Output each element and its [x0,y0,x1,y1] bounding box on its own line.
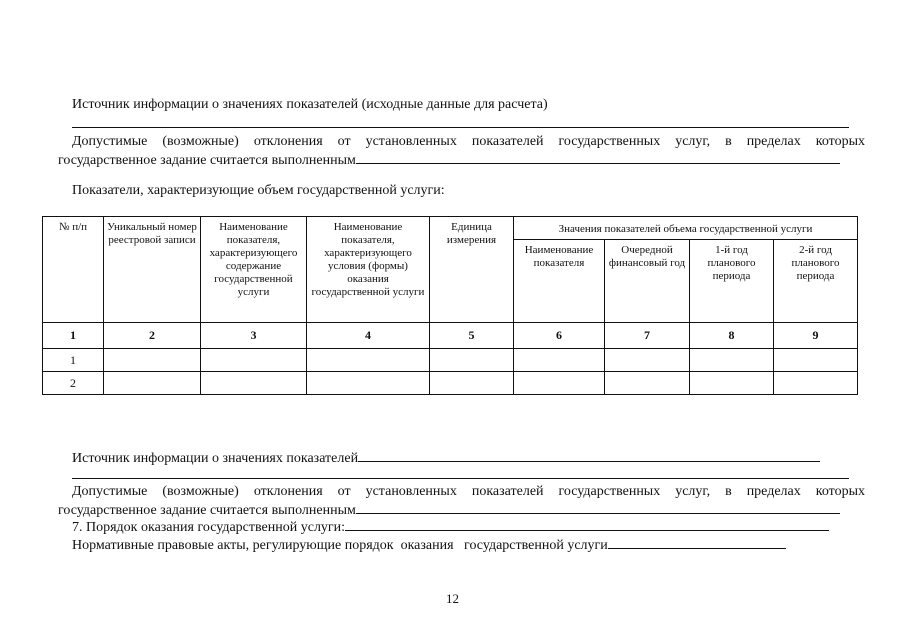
table-cell[interactable] [104,349,201,372]
column-number: 4 [307,323,430,349]
column-number: 5 [430,323,514,349]
table-cell[interactable] [307,349,430,372]
table-cell[interactable] [430,349,514,372]
header-content-indicator: Наименование показателя, характеризующего содержание государственной услуги [201,217,307,323]
table-row [43,349,858,372]
table-cell[interactable] [690,349,774,372]
table-cell[interactable] [690,372,774,395]
table-cell[interactable] [201,349,307,372]
blank-field[interactable] [358,448,820,462]
header-volume-values-group: Значения показателей объема государственной услуги [514,217,858,240]
legal-acts-label: Нормативные правовые акты, регулирующие порядок оказания государственной услуги [72,535,786,554]
column-number: 7 [605,323,690,349]
row-number: 1 [43,349,104,372]
procedure-heading: 7. Порядок оказания государственной услуги: [72,517,829,536]
page-number: 12 [446,591,459,606]
column-numbers-row [43,323,858,349]
underline-rule [72,127,849,128]
header-planning-year-1: 1-й год планового периода [690,240,774,323]
deviation-text-2-line2: государственное задание считается выполненным [58,500,840,519]
table-cell[interactable] [514,372,605,395]
header-number: № п/п [43,217,104,323]
header-conditions-indicator: Наименование показателя, характеризующего условия (формы) оказания государственной услуги [307,217,430,323]
deviation-text-line1: Допустимые (возможные) отклонения от установленных показателей государственных услуг, в пределах которых [72,134,865,149]
header-indicator-name: Наименование показателя [514,240,605,323]
blank-field[interactable] [356,500,840,514]
table-cell[interactable] [514,349,605,372]
row-number: 2 [43,372,104,395]
underline-rule [72,478,849,479]
table-row [43,372,858,395]
column-number: 6 [514,323,605,349]
table-cell[interactable] [605,372,690,395]
column-number: 2 [104,323,201,349]
table-cell[interactable] [201,372,307,395]
source-info-label: Источник информации о значениях показателей (исходные данные для расчета) [72,97,548,112]
blank-field[interactable] [608,535,786,549]
blank-field[interactable] [345,517,829,531]
table-cell[interactable] [104,372,201,395]
header-unit: Единица измерения [430,217,514,323]
source-info-label-2: Источник информации о значениях показателей [72,448,820,467]
volume-indicators-table [42,216,858,395]
table-cell[interactable] [307,372,430,395]
table-cell[interactable] [774,349,858,372]
header-registry-number: Уникальный номер реестровой записи [104,217,201,323]
table-cell[interactable] [430,372,514,395]
header-current-fiscal-year: Очередной финансовый год [605,240,690,323]
column-number: 9 [774,323,858,349]
column-number: 1 [43,323,104,349]
deviation-text-2-line1: Допустимые (возможные) отклонения от установленных показателей государственных услуг, в пределах которых [72,484,865,499]
blank-field[interactable] [356,150,840,164]
column-number: 8 [690,323,774,349]
table-cell[interactable] [774,372,858,395]
deviation-text-line2: государственное задание считается выполненным [58,150,840,169]
header-planning-year-2: 2-й год планового периода [774,240,858,323]
volume-indicators-heading: Показатели, характеризующие объем государственной услуги: [72,183,445,198]
column-number: 3 [201,323,307,349]
table-cell[interactable] [605,349,690,372]
